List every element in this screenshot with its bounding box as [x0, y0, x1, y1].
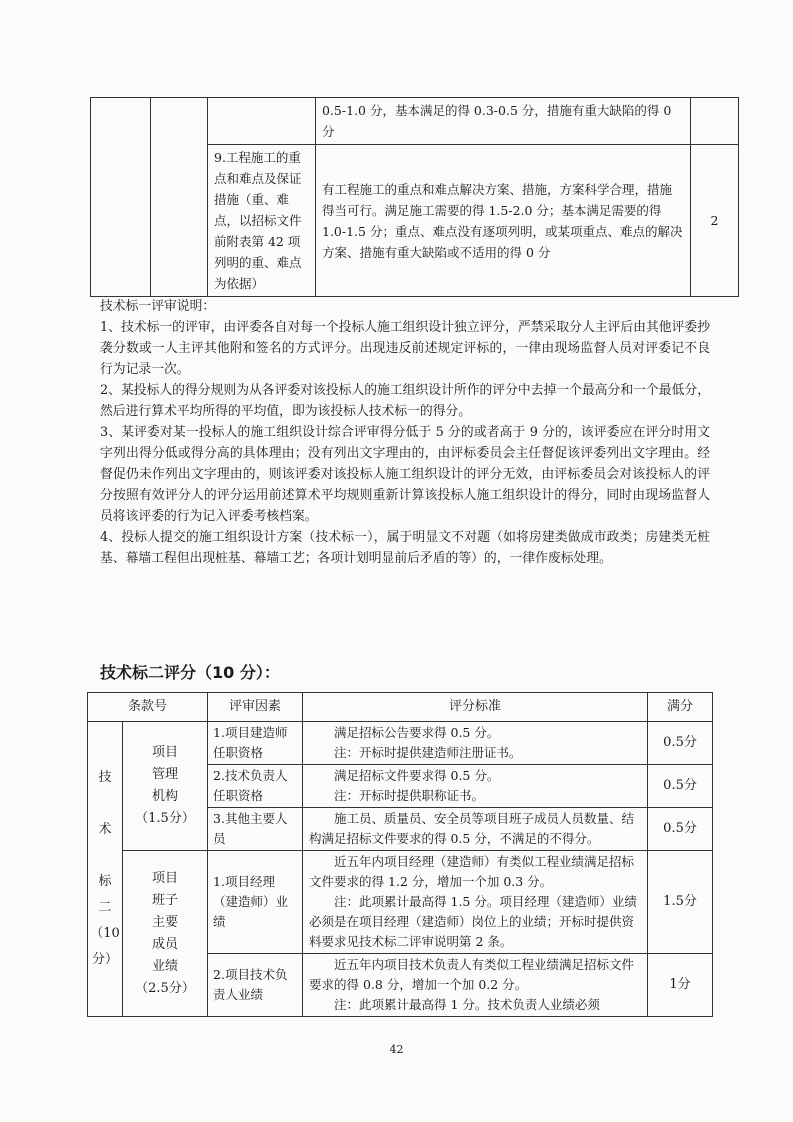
- group-name-line: 项目: [152, 745, 179, 760]
- table-row: [88, 722, 713, 765]
- factor-cell: 1.项目建造师任职资格: [208, 722, 303, 765]
- category-char: 标: [98, 874, 112, 889]
- group-name-line: 项目: [152, 870, 179, 886]
- section-title: 技术标二评分（10 分）：: [100, 663, 280, 682]
- criteria-cell: [303, 954, 648, 1017]
- group-name-line: 主要: [152, 914, 179, 930]
- criteria-line: 满足招标文件要求得 0.5 分。: [334, 768, 500, 783]
- group-name-line: 业绩: [152, 958, 179, 974]
- criteria-cell: [303, 808, 648, 851]
- subcategory-cell: [151, 98, 208, 297]
- header-criteria: 评分标准: [303, 693, 648, 722]
- technical-bid-two-table: [87, 692, 713, 1017]
- factor-cell: 3.其他主要人员: [208, 808, 303, 851]
- page-number: 42: [389, 1043, 404, 1056]
- table-row: [91, 98, 739, 145]
- criteria-cell: [303, 851, 648, 954]
- notes-heading: 技术标一评审说明：: [100, 299, 216, 314]
- group-name-line: 成员: [152, 936, 179, 952]
- header-factor: 评审因素: [208, 693, 303, 722]
- score-cell: 1分: [648, 954, 713, 1017]
- score-cell: 0.5分: [648, 765, 713, 808]
- category-char: 技: [98, 770, 112, 785]
- score-cell: 0.5分: [648, 722, 713, 765]
- table-header-row: [88, 693, 713, 722]
- criteria-line: 注：此项累计最高得 1.5 分。项目经理（建造师）业绩必须是在项目经理（建造师）岗位上的业绩；开标时提供资料要求见技术标二评审说明第 2 条。: [309, 894, 637, 949]
- criteria-line: 注：此项累计最高得 1 分。技术负责人业绩必须: [334, 997, 600, 1012]
- criteria-line: 满足招标公告要求得 0.5 分。: [334, 725, 500, 740]
- factor-cell: 2.项目技术负责人业绩: [208, 954, 303, 1017]
- factor-cell: 2.技术负责人任职资格: [208, 765, 303, 808]
- technical-bid-one-table: [90, 97, 739, 297]
- score-cell: 2: [691, 145, 739, 297]
- factor-cell: 1.项目经理（建造师）业绩: [208, 851, 303, 954]
- criteria-cell: [303, 722, 648, 765]
- score-cell: 1.5分: [648, 851, 713, 954]
- header-clause: 条款号: [88, 693, 208, 722]
- criteria-cell: 0.5-1.0 分，基本满足的得 0.3-0.5 分，措施有重大缺陷的得 0 分: [316, 98, 691, 145]
- score-cell: 0.5分: [648, 808, 713, 851]
- note-item: 1、技术标一的评审，由评委各自对每一个投标人施工组织设计独立评分，严禁采取分人主评后由其他评委抄袭分数或一人主评其他附和签名的方式评分。出现违反前述规定评标的，一律由现场监督人员对评委记不良行为记录一次。: [100, 320, 710, 377]
- category-char: 分）: [91, 952, 118, 967]
- evaluation-notes: [100, 296, 710, 569]
- group-name-line: 班子: [152, 892, 179, 908]
- criteria-line: 注：开标时提供建造师注册证书。: [334, 745, 522, 760]
- group-name-line: 管理: [152, 767, 179, 782]
- group-name-line: （2.5分）: [135, 980, 195, 996]
- category-char: （10: [90, 926, 120, 941]
- note-item: 2、某投标人的得分规则为从各评委对该投标人的施工组织设计所作的评分中去掉一个最高分和一个最低分，然后进行算术平均所得的平均值，即为该投标人技术标一的得分。: [100, 383, 710, 419]
- criteria-cell: 有工程施工的重点和难点解决方案、措施，方案科学合理，措施得当可行。满足施工需要的得 1.5-2.0 分；基本满足需要的得 1.0-1.5 分；重点、难点没有逐项列明，或某项重点、难点的解决方案、措施有重大缺陷或不适用的得 0 分: [316, 145, 691, 297]
- criteria-cell: [303, 765, 648, 808]
- criteria-line: 施工员、质量员、安全员等项目班子成员人员数量、结构满足招标文件要求的得 0.5 分，不满足的不得分。: [309, 811, 635, 846]
- category-cell: [91, 98, 151, 297]
- group-name-line: 机构: [152, 789, 179, 804]
- category-cell: [88, 722, 123, 1017]
- factor-cell: [208, 98, 316, 145]
- table-row: [88, 851, 713, 954]
- factor-cell: 9.工程施工的重点和难点及保证措施（重、难点，以招标文件前附表第 42 项列明的重、难点为依据）: [208, 145, 316, 297]
- criteria-line: 注：开标时提供职称证书。: [334, 788, 485, 803]
- group-name-cell: [123, 722, 208, 851]
- criteria-line: 近五年内项目经理（建造师）有类似工程业绩满足招标文件要求的得 1.2 分，增加一个加 0.3 分。: [309, 854, 635, 889]
- note-item: 4、投标人提交的施工组织设计方案（技术标一），属于明显文不对题（如将房建类做成市政类；房建类无桩基、幕墙工程但出现桩基、幕墙工艺；各项计划明显前后矛盾的等）的，一律作废标处理。: [100, 530, 710, 566]
- group-name-cell: [123, 851, 208, 1017]
- group-name-line: （1.5分）: [135, 811, 195, 826]
- category-char: 二: [98, 900, 112, 915]
- criteria-line: 近五年内项目技术负责人有类似工程业绩满足招标文件要求的得 0.8 分，增加一个加 0.2 分。: [309, 957, 635, 992]
- category-char: 术: [98, 822, 112, 837]
- note-item: 3、某评委对某一投标人的施工组织设计综合评审得分低于 5 分的或者高于 9 分的，该评委应在评分时用文字列出得分低或得分高的具体理由；没有列出文字理由的，由评标委员会主任督促该评委列出文字理由。经督促仍未作列出文字理由的，则该评委对该投标人施工组织设计的评分无效，由评标委员会对该投标人的评分按照有效评分人的评分运用前述算术平均规则重新计算该投标人施工组织设计的得分，同时由现场监督人员将该评委的行为记入评委考核档案。: [100, 425, 710, 524]
- header-full-score: 满分: [648, 693, 713, 722]
- score-cell: [691, 98, 739, 145]
